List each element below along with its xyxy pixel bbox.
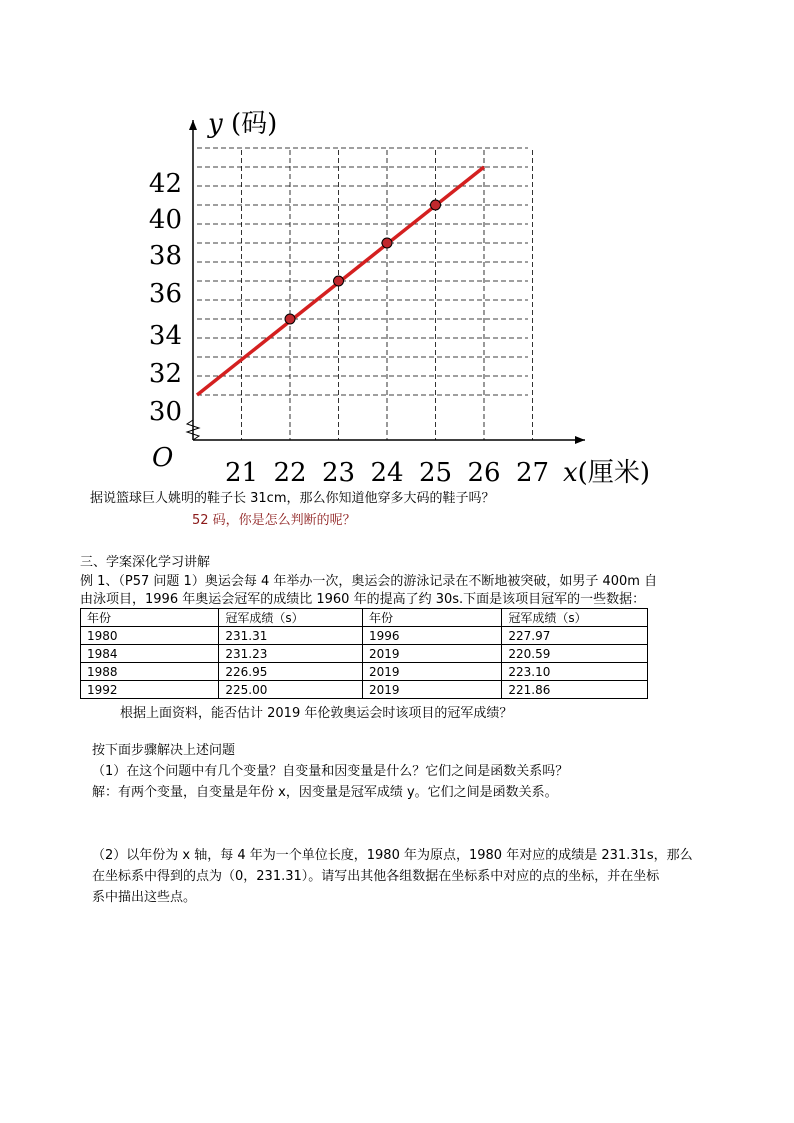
- step2-line-1: （2）以年份为 x 轴，每 4 年为一个单位长度，1980 年为原点，1980 年对应的成绩是 231.31s，那么: [92, 848, 693, 863]
- table-row: [81, 681, 648, 699]
- table-cell: 223.10: [502, 663, 648, 681]
- data-point: [431, 200, 441, 210]
- chart-grid: [197, 148, 533, 440]
- shoe-size-chart: [0, 0, 794, 500]
- table-cell: 227.97: [502, 627, 648, 645]
- table-cell: 2019: [363, 681, 502, 699]
- x-axis-label: x(厘米): [563, 458, 650, 488]
- y-axis-label: y (码): [208, 109, 278, 139]
- table-row: [81, 627, 648, 645]
- x-tick-label: 24: [370, 458, 404, 488]
- x-tick-label: 22: [273, 458, 307, 488]
- data-point: [334, 276, 344, 286]
- x-tick-label: 23: [321, 458, 356, 488]
- table-row: [81, 645, 648, 663]
- table-cell: 225.00: [219, 681, 363, 699]
- y-tick-label: 36: [148, 279, 182, 309]
- data-point: [382, 238, 392, 248]
- table-header: 冠军成绩（s）: [502, 609, 648, 627]
- section-title: 三、学案深化学习讲解: [80, 555, 211, 570]
- y-tick-label: 42: [148, 169, 182, 199]
- origin-label: O: [152, 443, 174, 473]
- table-header: 年份: [363, 609, 502, 627]
- x-tick-label: 25: [418, 458, 453, 488]
- table-header: 冠军成绩（s）: [219, 609, 363, 627]
- table-cell: 220.59: [502, 645, 648, 663]
- x-tick-label: 21: [224, 458, 259, 488]
- data-point: [285, 314, 295, 324]
- question-text: 据说篮球巨人姚明的鞋子长 31cm，那么你知道他穿多大码的鞋子吗？: [90, 491, 495, 506]
- table-header: 年份: [81, 609, 219, 627]
- x-tick-label: 27: [515, 458, 550, 488]
- table-cell: 231.31: [219, 627, 363, 645]
- step1-answer: 解：有两个变量，自变量是年份 x，因变量是冠军成绩 y。它们之间是函数关系。: [92, 785, 558, 800]
- after-table-question: 根据上面资料，能否估计 2019 年伦敦奥运会时该项目的冠军成绩？: [120, 706, 513, 721]
- answer-text: 52 码，你是怎么判断的呢？: [192, 513, 356, 528]
- example-line-1: 例 1、（P57 问题 1）奥运会每 4 年举办一次，奥运会的游泳记录在不断地被突破，如男子 400m 自: [80, 574, 658, 589]
- step1-question: （1）在这个问题中有几个变量？自变量和因变量是什么？它们之间是函数关系吗？: [92, 764, 569, 779]
- steps-title: 按下面步骤解决上述问题: [92, 743, 236, 758]
- table-row: [81, 663, 648, 681]
- y-tick-label: 30: [148, 397, 182, 427]
- y-tick-label: 38: [148, 241, 182, 271]
- step2-line-3: 系中描出这些点。: [92, 890, 197, 905]
- y-tick-label: 40: [148, 205, 182, 235]
- table-cell: 231.23: [219, 645, 363, 663]
- table-cell: 1992: [81, 681, 219, 699]
- y-tick-label: 34: [148, 321, 182, 351]
- table-cell: 1984: [81, 645, 219, 663]
- table-cell: 1980: [81, 627, 219, 645]
- table-header-row: [81, 609, 648, 627]
- olympic-data-table: [80, 608, 648, 699]
- step2-line-2: 在坐标系中得到的点为（0，231.31）。请写出其他各组数据在坐标系中对应的点的坐标，并在坐标: [92, 869, 660, 884]
- y-tick-label: 32: [148, 359, 182, 389]
- table-cell: 1988: [81, 663, 219, 681]
- table-cell: 2019: [363, 645, 502, 663]
- table-cell: 1996: [363, 627, 502, 645]
- example-line-2: 由泳项目，1996 年奥运会冠军的成绩比 1960 年的提高了约 30s.下面是该项目冠军的一些数据：: [80, 592, 646, 607]
- table-cell: 2019: [363, 663, 502, 681]
- x-tick-label: 26: [467, 458, 501, 488]
- table-cell: 226.95: [219, 663, 363, 681]
- table-cell: 221.86: [502, 681, 648, 699]
